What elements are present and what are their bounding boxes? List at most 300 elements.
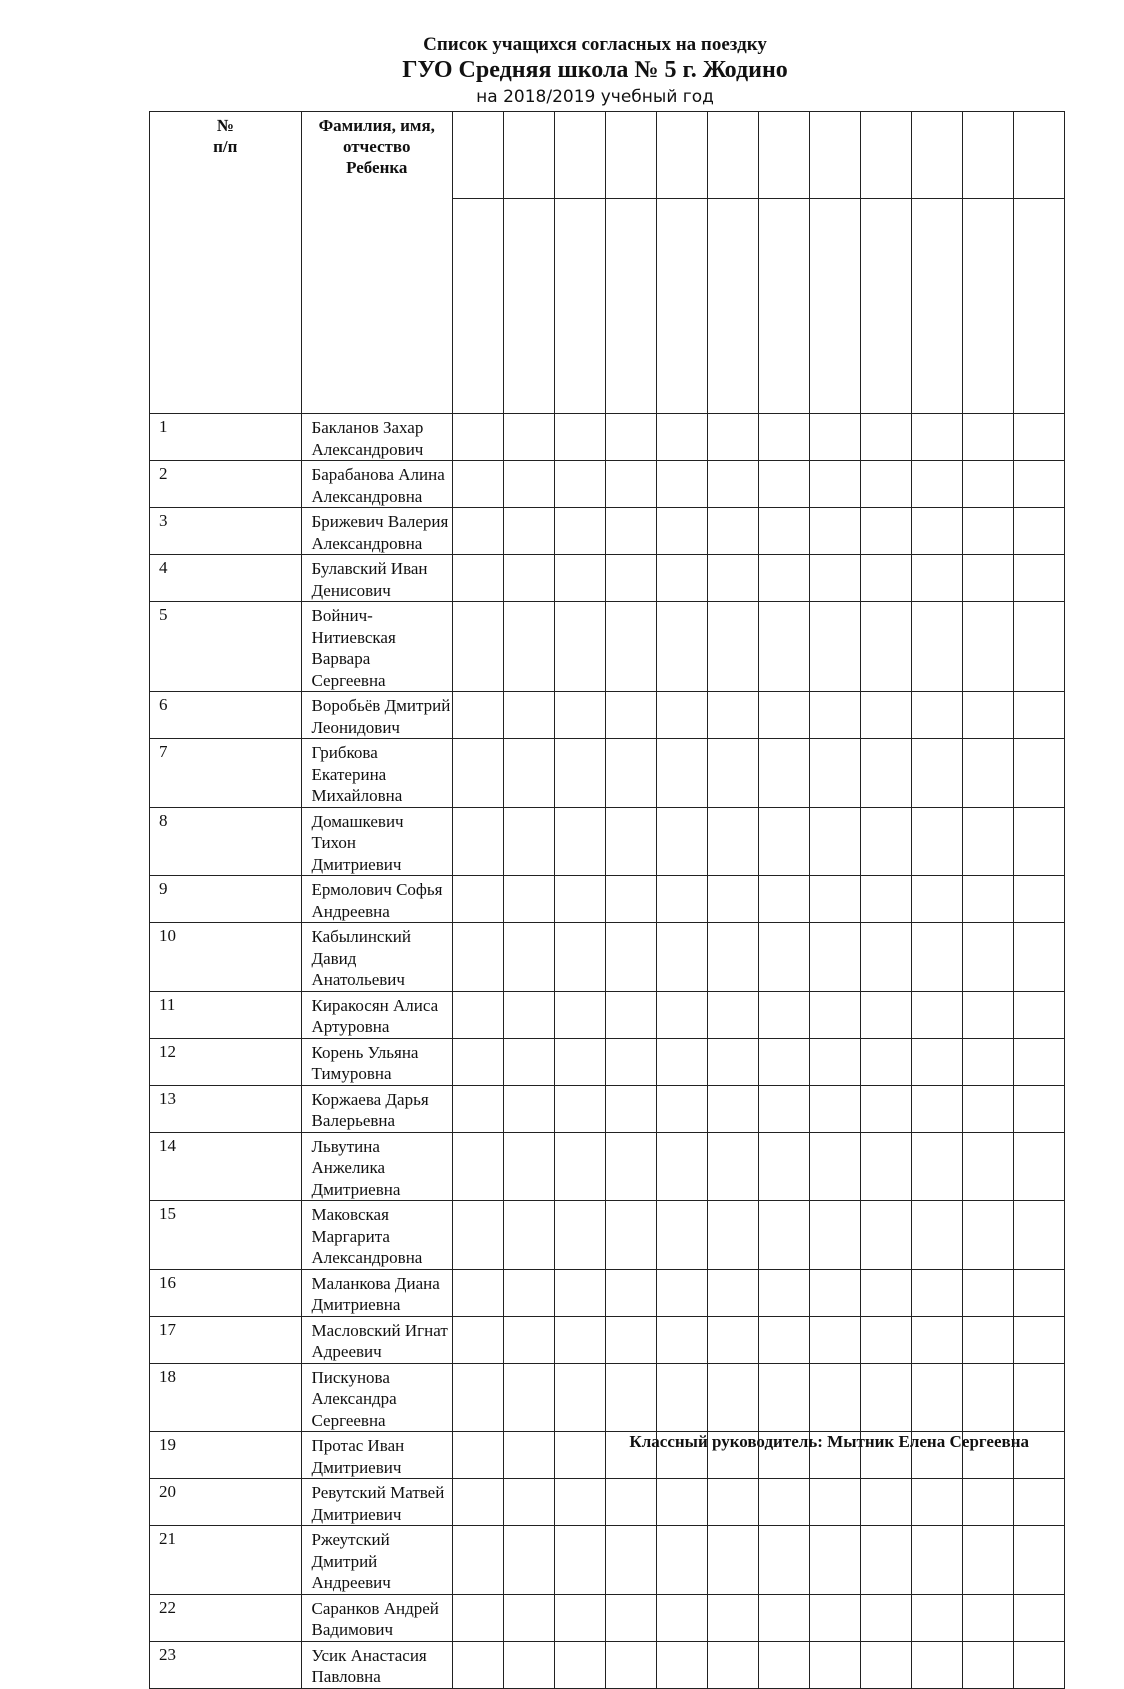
consent-mark-cell[interactable] (1014, 739, 1065, 808)
consent-mark-cell[interactable] (657, 461, 708, 508)
consent-mark-cell[interactable] (963, 555, 1014, 602)
consent-mark-cell[interactable] (504, 602, 555, 692)
consent-mark-cell[interactable] (708, 555, 759, 602)
student-name-cell (301, 508, 453, 555)
consent-mark-cell[interactable] (657, 1132, 708, 1201)
consent-mark-cell[interactable] (555, 508, 606, 555)
consent-mark-cell[interactable] (1014, 991, 1065, 1038)
consent-mark-cell[interactable] (555, 461, 606, 508)
consent-mark-cell[interactable] (504, 991, 555, 1038)
consent-mark-cell[interactable] (453, 1201, 504, 1270)
consent-mark-cell[interactable] (657, 602, 708, 692)
consent-mark-cell[interactable] (861, 692, 912, 739)
consent-mark-cell[interactable] (963, 1201, 1014, 1270)
consent-mark-cell[interactable] (963, 1316, 1014, 1363)
consent-mark-cell[interactable] (912, 602, 963, 692)
consent-mark-cell[interactable] (555, 1085, 606, 1132)
consent-mark-cell[interactable] (708, 414, 759, 461)
consent-mark-cell[interactable] (1014, 1479, 1065, 1526)
consent-mark-cell[interactable] (504, 1316, 555, 1363)
row-number: 13 (159, 1088, 176, 1108)
consent-mark-cell[interactable] (759, 508, 810, 555)
consent-mark-cell[interactable] (912, 1641, 963, 1688)
consent-mark-cell[interactable] (963, 1085, 1014, 1132)
consent-mark-cell[interactable] (912, 461, 963, 508)
consent-mark-cell[interactable] (657, 1085, 708, 1132)
consent-mark-cell[interactable] (708, 1038, 759, 1085)
consent-mark-cell[interactable] (963, 1132, 1014, 1201)
consent-mark-cell[interactable] (504, 1526, 555, 1595)
consent-mark-cell[interactable] (606, 1641, 657, 1688)
consent-mark-cell[interactable] (759, 991, 810, 1038)
consent-mark-cell[interactable] (759, 807, 810, 876)
consent-mark-cell[interactable] (912, 1038, 963, 1085)
consent-mark-cell[interactable] (1014, 1594, 1065, 1641)
consent-mark-cell[interactable] (1014, 1132, 1065, 1201)
table-row (150, 1132, 1065, 1201)
consent-mark-cell[interactable] (912, 1526, 963, 1595)
student-name-cell (301, 1201, 453, 1270)
consent-mark-cell[interactable] (912, 1363, 963, 1432)
consent-mark-cell[interactable] (963, 1526, 1014, 1595)
consent-mark-cell[interactable] (1014, 555, 1065, 602)
consent-mark-cell[interactable] (861, 1038, 912, 1085)
consent-mark-cell[interactable] (759, 739, 810, 808)
consent-mark-cell[interactable] (1014, 1085, 1065, 1132)
consent-mark-cell[interactable] (810, 1269, 861, 1316)
consent-mark-cell[interactable] (708, 508, 759, 555)
consent-mark-cell[interactable] (657, 1479, 708, 1526)
consent-mark-cell[interactable] (759, 1132, 810, 1201)
consent-mark-cell[interactable] (606, 555, 657, 602)
student-name-cell (301, 692, 453, 739)
consent-mark-cell[interactable] (810, 1363, 861, 1432)
row-number-cell (150, 461, 302, 508)
consent-mark-cell[interactable] (708, 1316, 759, 1363)
consent-mark-cell[interactable] (1014, 923, 1065, 992)
consent-mark-cell[interactable] (861, 1363, 912, 1432)
consent-mark-cell[interactable] (912, 991, 963, 1038)
consent-mark-cell[interactable] (606, 1085, 657, 1132)
consent-mark-cell[interactable] (504, 739, 555, 808)
consent-mark-cell[interactable] (810, 991, 861, 1038)
consent-mark-cell[interactable] (453, 1526, 504, 1595)
consent-mark-cell[interactable] (1014, 1201, 1065, 1270)
consent-mark-cell[interactable] (708, 692, 759, 739)
consent-mark-cell[interactable] (759, 1085, 810, 1132)
consent-mark-cell[interactable] (555, 1432, 606, 1479)
consent-mark-cell[interactable] (963, 1641, 1014, 1688)
consent-mark-cell[interactable] (912, 1316, 963, 1363)
consent-mark-cell[interactable] (606, 1132, 657, 1201)
consent-mark-cell[interactable] (912, 555, 963, 602)
consent-mark-cell[interactable] (1014, 461, 1065, 508)
consent-mark-cell[interactable] (861, 991, 912, 1038)
student-name-cell (301, 1479, 453, 1526)
consent-mark-cell[interactable] (657, 1594, 708, 1641)
consent-mark-cell[interactable] (657, 923, 708, 992)
consent-mark-cell[interactable] (708, 923, 759, 992)
table-row (150, 461, 1065, 508)
table-row (150, 1316, 1065, 1363)
consent-mark-cell[interactable] (861, 1479, 912, 1526)
student-patronymic: Артуровна (311, 1017, 390, 1036)
consent-mark-cell[interactable] (453, 602, 504, 692)
consent-mark-cell[interactable] (555, 1269, 606, 1316)
consent-mark-cell[interactable] (606, 923, 657, 992)
consent-mark-cell[interactable] (912, 923, 963, 992)
consent-mark-cell[interactable] (555, 807, 606, 876)
consent-mark-cell[interactable] (1014, 1038, 1065, 1085)
student-patronymic: Дмитриевич (311, 1457, 402, 1477)
consent-mark-cell[interactable] (759, 414, 810, 461)
consent-mark-cell[interactable] (555, 602, 606, 692)
consent-mark-cell[interactable] (555, 1316, 606, 1363)
consent-mark-cell[interactable] (708, 1085, 759, 1132)
consent-mark-cell[interactable] (912, 1594, 963, 1641)
consent-mark-cell[interactable] (810, 807, 861, 876)
consent-mark-cell[interactable] (810, 739, 861, 808)
consent-mark-cell[interactable] (708, 602, 759, 692)
consent-mark-cell[interactable] (1014, 876, 1065, 923)
student-surname-name: Масловский Игнат (311, 1320, 448, 1340)
consent-mark-cell[interactable] (759, 1316, 810, 1363)
consent-mark-cell[interactable] (657, 739, 708, 808)
consent-mark-cell[interactable] (759, 1641, 810, 1688)
consent-mark-cell[interactable] (810, 461, 861, 508)
consent-mark-cell[interactable] (504, 1641, 555, 1688)
consent-mark-cell[interactable] (504, 1269, 555, 1316)
consent-mark-cell[interactable] (708, 1594, 759, 1641)
consent-mark-cell[interactable] (453, 876, 504, 923)
consent-mark-cell[interactable] (963, 414, 1014, 461)
consent-mark-cell[interactable] (861, 876, 912, 923)
consent-mark-cell[interactable] (861, 461, 912, 508)
consent-mark-cell[interactable] (861, 1594, 912, 1641)
consent-mark-cell[interactable] (861, 414, 912, 461)
consent-mark-cell[interactable] (861, 508, 912, 555)
consent-mark-cell[interactable] (912, 739, 963, 808)
table-row (150, 1641, 1065, 1688)
consent-mark-cell[interactable] (912, 1479, 963, 1526)
row-number-cell (150, 876, 302, 923)
consent-mark-cell[interactable] (453, 991, 504, 1038)
consent-mark-cell[interactable] (810, 1038, 861, 1085)
consent-mark-cell[interactable] (861, 1316, 912, 1363)
consent-mark-cell[interactable] (606, 739, 657, 808)
consent-mark-cell[interactable] (453, 461, 504, 508)
consent-mark-cell[interactable] (555, 1479, 606, 1526)
consent-mark-cell[interactable] (453, 807, 504, 876)
consent-mark-cell[interactable] (810, 414, 861, 461)
consent-mark-cell[interactable] (912, 414, 963, 461)
consent-mark-cell[interactable] (504, 1432, 555, 1479)
table-row (150, 1085, 1065, 1132)
consent-mark-cell[interactable] (1014, 1526, 1065, 1595)
consent-mark-cell[interactable] (555, 991, 606, 1038)
consent-mark-cell[interactable] (708, 1201, 759, 1270)
consent-mark-cell[interactable] (708, 876, 759, 923)
consent-mark-cell[interactable] (912, 1132, 963, 1201)
consent-mark-cell[interactable] (759, 461, 810, 508)
consent-mark-cell[interactable] (912, 508, 963, 555)
consent-mark-cell[interactable] (963, 1594, 1014, 1641)
row-number: 2 (159, 464, 168, 483)
consent-mark-cell[interactable] (657, 876, 708, 923)
student-name-cell (301, 1363, 453, 1432)
consent-mark-cell[interactable] (963, 1479, 1014, 1526)
consent-mark-cell[interactable] (810, 1316, 861, 1363)
consent-mark-cell[interactable] (453, 414, 504, 461)
consent-mark-cell[interactable] (453, 1594, 504, 1641)
consent-mark-cell[interactable] (504, 923, 555, 992)
consent-mark-cell[interactable] (963, 991, 1014, 1038)
consent-mark-cell[interactable] (555, 876, 606, 923)
consent-mark-cell[interactable] (453, 1269, 504, 1316)
row-number-cell (150, 923, 302, 992)
consent-mark-cell[interactable] (810, 555, 861, 602)
column-header-number-line2: п/п (213, 137, 238, 156)
consent-mark-cell[interactable] (606, 602, 657, 692)
consent-mark-cell[interactable] (810, 1085, 861, 1132)
consent-mark-cell[interactable] (504, 807, 555, 876)
consent-mark-cell[interactable] (963, 739, 1014, 808)
consent-mark-cell[interactable] (1014, 1269, 1065, 1316)
consent-mark-cell[interactable] (453, 508, 504, 555)
consent-mark-cell[interactable] (810, 1201, 861, 1270)
consent-mark-cell[interactable] (861, 1641, 912, 1688)
row-number-cell (150, 692, 302, 739)
consent-mark-cell[interactable] (759, 876, 810, 923)
consent-mark-cell[interactable] (555, 414, 606, 461)
consent-mark-cell[interactable] (912, 876, 963, 923)
consent-mark-cell[interactable] (1014, 602, 1065, 692)
consent-mark-cell[interactable] (708, 991, 759, 1038)
consent-mark-cell[interactable] (759, 923, 810, 992)
consent-mark-cell[interactable] (708, 739, 759, 808)
consent-mark-cell[interactable] (606, 1038, 657, 1085)
consent-mark-cell[interactable] (606, 876, 657, 923)
consent-mark-cell[interactable] (504, 508, 555, 555)
consent-mark-cell[interactable] (861, 1201, 912, 1270)
consent-mark-cell[interactable] (810, 1526, 861, 1595)
consent-mark-cell[interactable] (504, 1363, 555, 1432)
consent-mark-cell[interactable] (657, 991, 708, 1038)
consent-mark-cell[interactable] (759, 555, 810, 602)
consent-mark-cell[interactable] (861, 1269, 912, 1316)
consent-mark-cell[interactable] (453, 739, 504, 808)
consent-mark-cell[interactable] (555, 1363, 606, 1432)
consent-mark-cell[interactable] (504, 555, 555, 602)
consent-mark-cell[interactable] (453, 1316, 504, 1363)
consent-mark-cell[interactable] (504, 692, 555, 739)
consent-mark-cell[interactable] (504, 1479, 555, 1526)
consent-mark-cell[interactable] (1014, 692, 1065, 739)
consent-mark-cell[interactable] (810, 692, 861, 739)
consent-mark-cell[interactable] (555, 1038, 606, 1085)
student-surname-name: Ржеутский Дмитрий (311, 1530, 390, 1571)
consent-mark-cell[interactable] (708, 1132, 759, 1201)
consent-mark-cell[interactable] (504, 1201, 555, 1270)
consent-mark-cell[interactable] (453, 692, 504, 739)
consent-mark-cell[interactable] (504, 1594, 555, 1641)
consent-mark-cell[interactable] (810, 1479, 861, 1526)
consent-mark-cell[interactable] (963, 692, 1014, 739)
consent-mark-cell[interactable] (1014, 807, 1065, 876)
consent-mark-cell[interactable] (759, 1363, 810, 1432)
row-number-cell (150, 1641, 302, 1688)
consent-mark-cell[interactable] (606, 807, 657, 876)
consent-mark-cell[interactable] (912, 692, 963, 739)
consent-mark-cell[interactable] (810, 602, 861, 692)
consent-mark-cell[interactable] (606, 1269, 657, 1316)
consent-mark-cell[interactable] (453, 1038, 504, 1085)
consent-mark-cell[interactable] (963, 602, 1014, 692)
consent-mark-cell[interactable] (657, 1363, 708, 1432)
consent-mark-cell[interactable] (657, 1269, 708, 1316)
consent-mark-cell[interactable] (657, 1316, 708, 1363)
consent-mark-cell[interactable] (453, 1132, 504, 1201)
row-number: 16 (159, 1272, 176, 1292)
consent-mark-cell[interactable] (810, 1594, 861, 1641)
consent-mark-cell[interactable] (606, 1316, 657, 1363)
consent-mark-cell[interactable] (810, 923, 861, 992)
consent-mark-cell[interactable] (453, 555, 504, 602)
consent-mark-cell[interactable] (861, 1085, 912, 1132)
consent-mark-cell[interactable] (912, 807, 963, 876)
consent-mark-cell[interactable] (963, 1363, 1014, 1432)
consent-mark-cell[interactable] (759, 602, 810, 692)
consent-mark-cell[interactable] (504, 1132, 555, 1201)
student-name-cell (301, 1132, 453, 1201)
consent-mark-cell[interactable] (759, 1526, 810, 1595)
student-name-cell (301, 1526, 453, 1595)
consent-mark-cell[interactable] (708, 1479, 759, 1526)
consent-mark-cell[interactable] (657, 807, 708, 876)
consent-mark-cell[interactable] (555, 739, 606, 808)
consent-mark-cell[interactable] (657, 1526, 708, 1595)
consent-mark-cell[interactable] (657, 1201, 708, 1270)
consent-mark-cell[interactable] (504, 461, 555, 508)
table-row (150, 923, 1065, 992)
consent-mark-cell[interactable] (861, 1526, 912, 1595)
consent-mark-cell[interactable] (453, 923, 504, 992)
consent-mark-cell[interactable] (759, 1594, 810, 1641)
consent-mark-cell[interactable] (453, 1085, 504, 1132)
consent-mark-cell[interactable] (606, 1479, 657, 1526)
consent-mark-cell[interactable] (708, 1363, 759, 1432)
consent-mark-cell[interactable] (555, 692, 606, 739)
consent-mark-cell[interactable] (861, 602, 912, 692)
student-surname-name: Саранков Андрей (311, 1598, 439, 1618)
consent-mark-cell[interactable] (657, 1641, 708, 1688)
consent-mark-cell[interactable] (606, 461, 657, 508)
consent-mark-cell[interactable] (963, 807, 1014, 876)
consent-mark-cell[interactable] (912, 1269, 963, 1316)
consent-mark-cell[interactable] (759, 1269, 810, 1316)
consent-mark-cell[interactable] (1014, 1316, 1065, 1363)
consent-mark-cell[interactable] (810, 876, 861, 923)
consent-mark-cell[interactable] (861, 1132, 912, 1201)
consent-mark-cell[interactable] (453, 1363, 504, 1432)
consent-mark-cell[interactable] (555, 1641, 606, 1688)
consent-mark-cell[interactable] (708, 1269, 759, 1316)
consent-mark-cell[interactable] (504, 1085, 555, 1132)
consent-mark-cell[interactable] (759, 1038, 810, 1085)
consent-mark-cell[interactable] (555, 555, 606, 602)
consent-mark-cell[interactable] (963, 461, 1014, 508)
consent-mark-cell[interactable] (963, 508, 1014, 555)
consent-mark-cell[interactable] (912, 1085, 963, 1132)
consent-mark-cell[interactable] (708, 461, 759, 508)
consent-mark-cell[interactable] (912, 1201, 963, 1270)
consent-mark-cell[interactable] (606, 414, 657, 461)
consent-mark-cell[interactable] (861, 923, 912, 992)
consent-mark-cell[interactable] (1014, 414, 1065, 461)
consent-mark-cell[interactable] (555, 1526, 606, 1595)
consent-mark-cell[interactable] (453, 1479, 504, 1526)
student-patronymic: Дмитриевич (311, 1504, 402, 1524)
consent-mark-cell[interactable] (657, 508, 708, 555)
consent-mark-cell[interactable] (606, 1363, 657, 1432)
consent-mark-cell[interactable] (555, 1594, 606, 1641)
consent-mark-cell[interactable] (555, 1132, 606, 1201)
consent-mark-cell[interactable] (453, 1432, 504, 1479)
consent-mark-cell[interactable] (963, 923, 1014, 992)
consent-mark-cell[interactable] (861, 739, 912, 808)
consent-mark-cell[interactable] (657, 555, 708, 602)
consent-mark-cell[interactable] (759, 692, 810, 739)
consent-mark-cell[interactable] (555, 923, 606, 992)
table-row (150, 1526, 1065, 1595)
student-patronymic: Вадимович (311, 1620, 394, 1639)
consent-mark-cell[interactable] (759, 1479, 810, 1526)
consent-mark-cell[interactable] (606, 1526, 657, 1595)
consent-mark-cell[interactable] (708, 1526, 759, 1595)
consent-mark-cell[interactable] (1014, 1641, 1065, 1688)
consent-mark-cell[interactable] (708, 807, 759, 876)
consent-mark-cell[interactable] (963, 1269, 1014, 1316)
consent-mark-cell[interactable] (606, 508, 657, 555)
consent-mark-cell[interactable] (606, 692, 657, 739)
consent-mark-cell[interactable] (504, 876, 555, 923)
consent-mark-cell[interactable] (810, 508, 861, 555)
consent-mark-cell[interactable] (810, 1132, 861, 1201)
consent-mark-cell[interactable] (453, 1641, 504, 1688)
consent-mark-cell[interactable] (657, 1038, 708, 1085)
consent-mark-cell[interactable] (504, 414, 555, 461)
consent-mark-cell[interactable] (1014, 508, 1065, 555)
consent-mark-cell[interactable] (606, 1594, 657, 1641)
consent-mark-cell[interactable] (861, 555, 912, 602)
school-name: ГУО Средняя школа № 5 г. Жодино (402, 57, 788, 83)
consent-mark-cell[interactable] (861, 807, 912, 876)
consent-mark-cell[interactable] (1014, 1363, 1065, 1432)
consent-mark-cell[interactable] (708, 1641, 759, 1688)
row-number-cell (150, 739, 302, 808)
row-number: 21 (159, 1529, 176, 1548)
consent-mark-cell[interactable] (657, 692, 708, 739)
consent-mark-cell[interactable] (759, 1201, 810, 1270)
consent-mark-cell[interactable] (963, 1038, 1014, 1085)
consent-mark-cell[interactable] (657, 414, 708, 461)
consent-mark-cell[interactable] (504, 1038, 555, 1085)
consent-mark-cell[interactable] (555, 1201, 606, 1270)
consent-mark-cell[interactable] (606, 991, 657, 1038)
consent-mark-cell[interactable] (810, 1641, 861, 1688)
consent-mark-cell[interactable] (606, 1201, 657, 1270)
consent-mark-cell[interactable] (963, 876, 1014, 923)
